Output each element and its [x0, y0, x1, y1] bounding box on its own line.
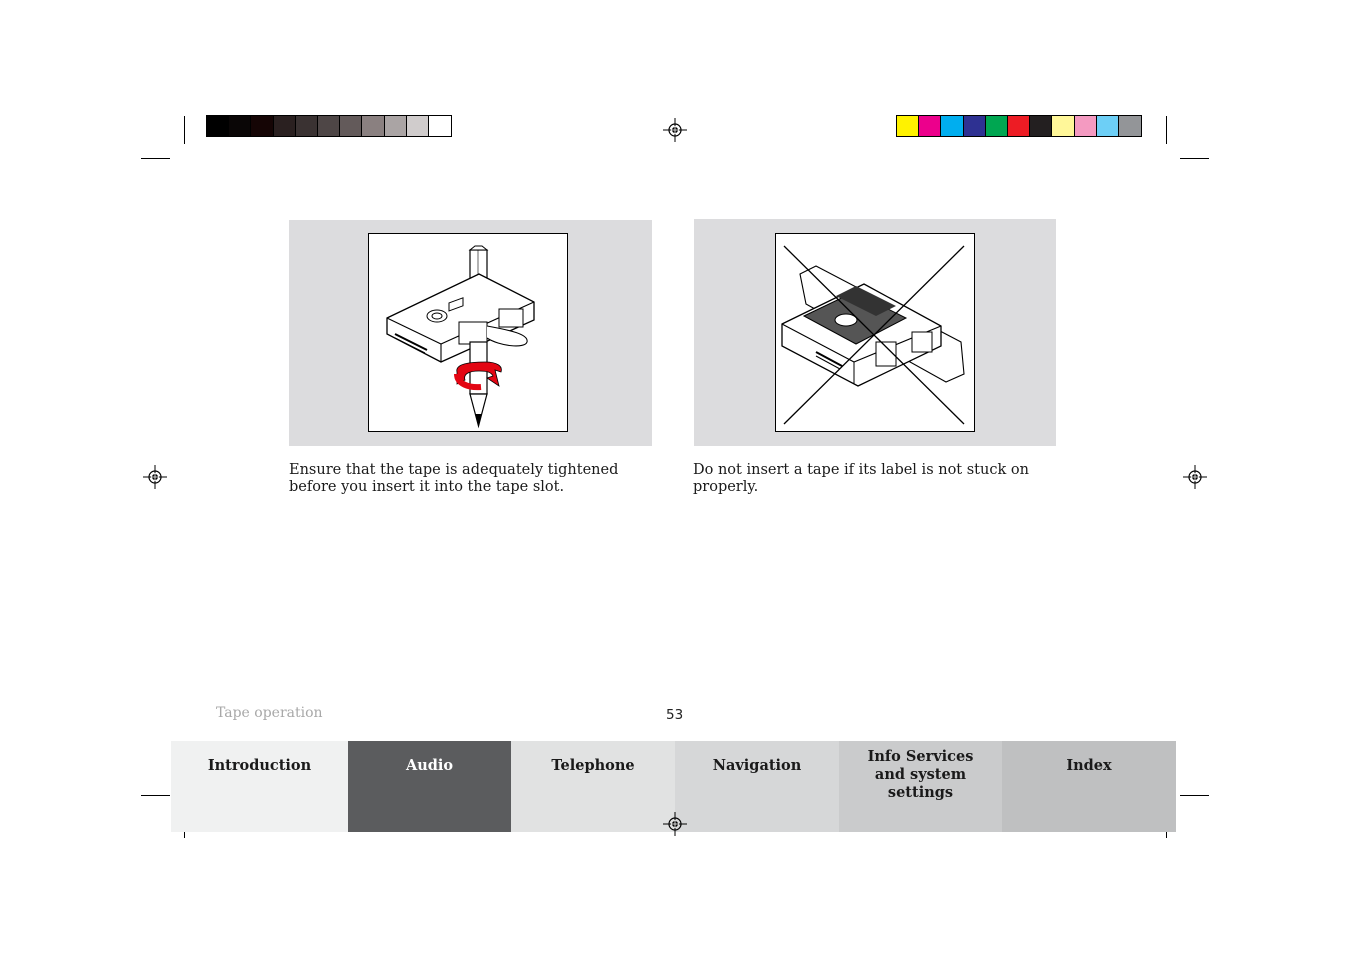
calibration-swatch [964, 116, 986, 136]
tab-info-services[interactable]: Info Services and system settings [839, 741, 1002, 832]
tab-audio[interactable]: Audio [348, 741, 511, 832]
calibration-swatch [1030, 116, 1052, 136]
tab-index[interactable]: Index [1002, 741, 1176, 832]
calibration-swatch [229, 116, 251, 136]
figure-panel-label-warning [694, 219, 1056, 446]
registration-mark-bottom-icon [663, 812, 687, 836]
illustration-frame [368, 233, 568, 432]
section-title: Tape operation [216, 705, 323, 721]
cassette-loose-label-illustration [776, 234, 974, 431]
calibration-swatch [919, 116, 941, 136]
calibration-swatch [1119, 116, 1141, 136]
calibration-swatch [1097, 116, 1119, 136]
page-number: 53 [666, 707, 684, 723]
calibration-swatch [207, 116, 229, 136]
calibration-swatch [986, 116, 1008, 136]
calibration-swatch [362, 116, 384, 136]
calibration-swatch [407, 116, 429, 136]
calibration-swatch [1052, 116, 1074, 136]
calibration-swatch [429, 116, 451, 136]
tab-navigation[interactable]: Navigation [675, 741, 839, 832]
calibration-swatch [251, 116, 273, 136]
figure-panel-tighten-tape [289, 220, 652, 446]
registration-mark-left-icon [143, 465, 167, 489]
registration-mark-right-icon [1183, 465, 1207, 489]
calibration-swatch [318, 116, 340, 136]
gray-calibration-bar [206, 115, 452, 137]
calibration-swatch [941, 116, 963, 136]
calibration-swatch [296, 116, 318, 136]
tab-introduction[interactable]: Introduction [171, 741, 348, 832]
cassette-pencil-illustration [369, 234, 567, 431]
calibration-swatch [1008, 116, 1030, 136]
figure-caption: Do not insert a tape if its label is not stuck on properly. [693, 462, 1029, 495]
calibration-swatch [385, 116, 407, 136]
illustration-frame [775, 233, 975, 432]
color-calibration-bar [896, 115, 1142, 137]
calibration-swatch [340, 116, 362, 136]
calibration-swatch [1075, 116, 1097, 136]
registration-mark-top-icon [663, 118, 687, 142]
figure-caption: Ensure that the tape is adequately tightened before you insert it into the tape slot. [289, 462, 619, 495]
calibration-swatch [897, 116, 919, 136]
calibration-swatch [274, 116, 296, 136]
tab-telephone[interactable]: Telephone [511, 741, 675, 832]
